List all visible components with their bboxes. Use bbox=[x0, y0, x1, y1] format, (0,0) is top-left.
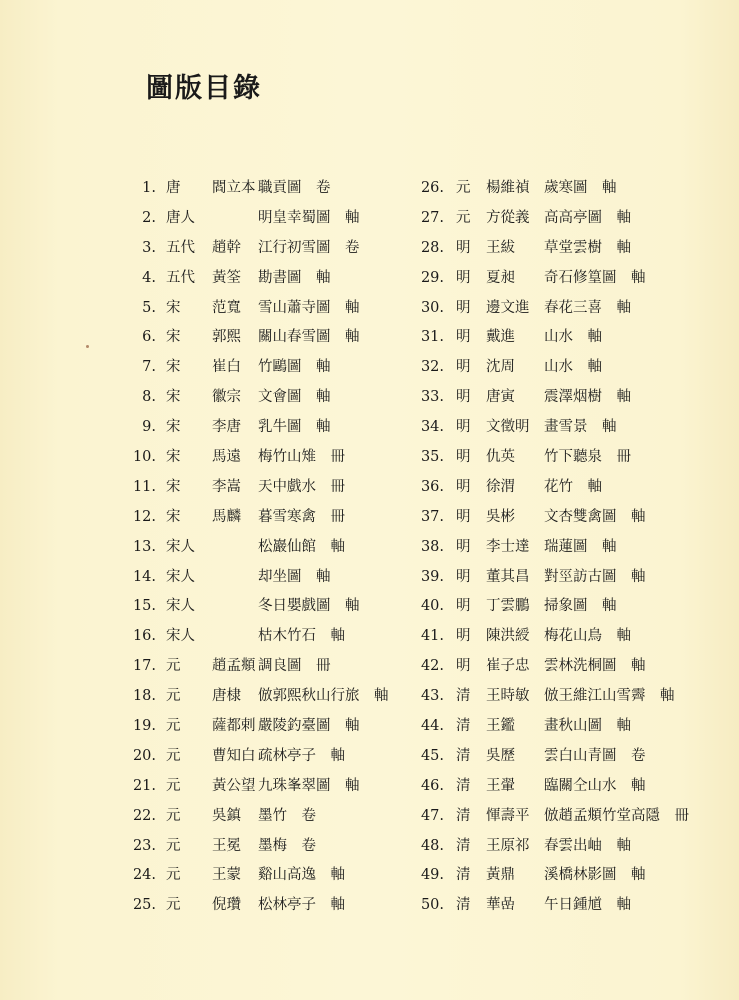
plate-artist: 李嵩 bbox=[212, 478, 241, 495]
plate-number: 31. bbox=[420, 329, 444, 346]
plate-dynasty: 清 bbox=[456, 837, 471, 854]
plate-artist: 馬遠 bbox=[212, 449, 241, 466]
plate-dynasty: 明 bbox=[456, 329, 471, 346]
plate-dynasty: 宋 bbox=[166, 389, 181, 406]
plate-dynasty: 清 bbox=[456, 718, 471, 735]
plate-number: 43. bbox=[420, 688, 444, 705]
plate-number: 10. bbox=[132, 449, 156, 466]
plate-artist: 夏昶 bbox=[486, 269, 515, 286]
plate-artist: 王紱 bbox=[486, 239, 515, 256]
plate-title: 春花三喜 軸 bbox=[544, 299, 631, 316]
plate-dynasty: 宋人 bbox=[166, 628, 195, 645]
plate-title: 却坐圖 軸 bbox=[258, 568, 331, 585]
plate-dynasty: 明 bbox=[456, 449, 471, 466]
plate-dynasty: 元 bbox=[166, 718, 181, 735]
plate-title: 墨竹 卷 bbox=[258, 807, 316, 824]
plate-title: 嚴陵釣臺圖 軸 bbox=[258, 718, 360, 735]
plate-number: 13. bbox=[132, 538, 156, 555]
plate-artist: 黃筌 bbox=[212, 269, 241, 286]
plate-title: 九珠峯翠圖 軸 bbox=[258, 777, 360, 794]
plate-artist: 吳歷 bbox=[486, 747, 515, 764]
plate-number: 30. bbox=[420, 299, 444, 316]
plate-title: 草堂雲樹 軸 bbox=[544, 239, 631, 256]
plate-title: 畫雪景 軸 bbox=[544, 419, 617, 436]
plate-title: 冬日嬰戲圖 軸 bbox=[258, 598, 360, 615]
plate-dynasty: 清 bbox=[456, 867, 471, 884]
plate-title: 暮雪寒禽 冊 bbox=[258, 508, 345, 525]
paper-spot bbox=[86, 345, 89, 348]
plate-dynasty: 元 bbox=[456, 180, 471, 196]
plate-title: 梅竹山雉 冊 bbox=[258, 449, 345, 466]
plate-number: 34. bbox=[420, 419, 444, 436]
plate-number: 22. bbox=[132, 807, 156, 824]
plate-dynasty: 明 bbox=[456, 598, 471, 615]
plate-artist: 丁雲鵬 bbox=[486, 598, 530, 615]
plate-title: 歲寒圖 軸 bbox=[544, 180, 617, 196]
plate-dynasty: 明 bbox=[456, 299, 471, 316]
plate-number: 26. bbox=[420, 180, 444, 196]
plate-title: 震澤烟樹 軸 bbox=[544, 389, 631, 406]
plate-title: 雲白山青圖 卷 bbox=[544, 747, 646, 764]
plate-number: 20. bbox=[132, 747, 156, 764]
plate-dynasty: 元 bbox=[456, 209, 471, 226]
plate-artist: 董其昌 bbox=[486, 568, 530, 585]
plate-title: 山水 軸 bbox=[544, 329, 602, 346]
plate-number: 2. bbox=[142, 209, 156, 226]
plate-number: 3. bbox=[142, 239, 156, 256]
plate-dynasty: 元 bbox=[166, 777, 181, 794]
plate-artist: 惲壽平 bbox=[486, 807, 530, 824]
plate-artist: 唐棣 bbox=[212, 688, 241, 705]
plate-title: 花竹 軸 bbox=[544, 478, 602, 495]
plate-number: 14. bbox=[132, 568, 156, 585]
plate-dynasty: 明 bbox=[456, 658, 471, 675]
plate-dynasty: 宋 bbox=[166, 508, 181, 525]
plate-number: 35. bbox=[420, 449, 444, 466]
plate-number: 42. bbox=[420, 658, 444, 675]
plate-title: 倣王維江山雪霽 軸 bbox=[544, 688, 675, 705]
plate-artist: 倪瓚 bbox=[212, 897, 241, 914]
plate-dynasty: 清 bbox=[456, 897, 471, 914]
plate-artist: 吳彬 bbox=[486, 508, 515, 525]
plate-artist: 王原祁 bbox=[486, 837, 530, 854]
plate-title: 午日鍾馗 軸 bbox=[544, 897, 631, 914]
plate-dynasty: 宋人 bbox=[166, 598, 195, 615]
plate-number: 50. bbox=[420, 897, 444, 914]
plate-number: 28. bbox=[420, 239, 444, 256]
plate-number: 8. bbox=[142, 389, 156, 406]
plate-number: 16. bbox=[132, 628, 156, 645]
plate-number: 32. bbox=[420, 359, 444, 376]
plate-artist: 吳鎮 bbox=[212, 807, 241, 824]
plate-dynasty: 明 bbox=[456, 359, 471, 376]
plate-number: 1. bbox=[142, 180, 156, 196]
plate-title: 谿山高逸 軸 bbox=[258, 867, 345, 884]
plate-title: 疏林亭子 軸 bbox=[258, 747, 345, 764]
plate-number: 11. bbox=[132, 478, 156, 495]
plate-artist: 徽宗 bbox=[212, 389, 241, 406]
plate-number: 38. bbox=[420, 538, 444, 555]
plate-number: 9. bbox=[142, 419, 156, 436]
plate-artist: 郭熙 bbox=[212, 329, 241, 346]
plate-artist: 崔子忠 bbox=[486, 658, 530, 675]
plate-title: 對巠訪古圖 軸 bbox=[544, 568, 646, 585]
plate-artist: 崔白 bbox=[212, 359, 241, 376]
plate-dynasty: 宋 bbox=[166, 419, 181, 436]
plate-number: 39. bbox=[420, 568, 444, 585]
plate-number: 27. bbox=[420, 209, 444, 226]
plate-title: 明皇幸蜀圖 軸 bbox=[258, 209, 360, 226]
plate-number: 33. bbox=[420, 389, 444, 406]
plate-title: 松巖仙館 軸 bbox=[258, 538, 345, 555]
plate-title: 畫秋山圖 軸 bbox=[544, 718, 631, 735]
plate-artist: 趙孟頫 bbox=[212, 658, 256, 675]
plate-dynasty: 明 bbox=[456, 538, 471, 555]
plate-dynasty: 宋 bbox=[166, 299, 181, 316]
plate-title: 奇石修篁圖 軸 bbox=[544, 269, 646, 286]
plate-title: 臨關仝山水 軸 bbox=[544, 777, 646, 794]
plate-number: 40. bbox=[420, 598, 444, 615]
plate-artist: 文徵明 bbox=[486, 419, 530, 436]
plate-title: 枯木竹石 軸 bbox=[258, 628, 345, 645]
plate-artist: 華嵒 bbox=[486, 897, 515, 914]
plate-number: 29. bbox=[420, 269, 444, 286]
plate-dynasty: 唐 bbox=[166, 180, 181, 196]
plate-dynasty: 清 bbox=[456, 807, 471, 824]
plate-number: 4. bbox=[142, 269, 156, 286]
plate-title: 竹鷗圖 軸 bbox=[258, 359, 331, 376]
plate-number: 23. bbox=[132, 837, 156, 854]
plate-artist: 戴進 bbox=[486, 329, 515, 346]
plate-number: 18. bbox=[132, 688, 156, 705]
plate-number: 17. bbox=[132, 658, 156, 675]
plate-dynasty: 元 bbox=[166, 837, 181, 854]
plate-number: 36. bbox=[420, 478, 444, 495]
plate-dynasty: 明 bbox=[456, 478, 471, 495]
plate-title: 山水 軸 bbox=[544, 359, 602, 376]
plate-dynasty: 宋人 bbox=[166, 538, 195, 555]
plate-dynasty: 宋 bbox=[166, 449, 181, 466]
plate-title: 春雲出岫 軸 bbox=[544, 837, 631, 854]
plate-number: 46. bbox=[420, 777, 444, 794]
plate-number: 12. bbox=[132, 508, 156, 525]
plate-title: 松林亭子 軸 bbox=[258, 897, 345, 914]
plate-dynasty: 五代 bbox=[166, 239, 195, 256]
plate-artist: 方從義 bbox=[486, 209, 530, 226]
plate-title: 溪橋林影圖 軸 bbox=[544, 867, 646, 884]
plate-number: 21. bbox=[132, 777, 156, 794]
plate-number: 25. bbox=[132, 897, 156, 914]
plate-number: 15. bbox=[132, 598, 156, 615]
plate-artist: 李唐 bbox=[212, 419, 241, 436]
plate-dynasty: 五代 bbox=[166, 269, 195, 286]
plate-artist: 薩都剌 bbox=[212, 718, 256, 735]
plate-title: 高高亭圖 軸 bbox=[544, 209, 631, 226]
plate-title: 掃象圖 軸 bbox=[544, 598, 617, 615]
plate-artist: 李士達 bbox=[486, 538, 530, 555]
plate-dynasty: 宋人 bbox=[166, 568, 195, 585]
plate-title: 墨梅 卷 bbox=[258, 837, 316, 854]
plate-artist: 陳洪綬 bbox=[486, 628, 530, 645]
plate-number: 49. bbox=[420, 867, 444, 884]
plate-dynasty: 元 bbox=[166, 897, 181, 914]
plate-dynasty: 明 bbox=[456, 269, 471, 286]
plate-title: 梅花山鳥 軸 bbox=[544, 628, 631, 645]
plate-title: 乳牛圖 軸 bbox=[258, 419, 331, 436]
plate-title: 雪山蕭寺圖 軸 bbox=[258, 299, 360, 316]
plate-number: 24. bbox=[132, 867, 156, 884]
plate-artist: 唐寅 bbox=[486, 389, 515, 406]
plate-dynasty: 明 bbox=[456, 508, 471, 525]
plate-artist: 王時敏 bbox=[486, 688, 530, 705]
plate-dynasty: 元 bbox=[166, 747, 181, 764]
plate-title: 關山春雪圖 軸 bbox=[258, 329, 360, 346]
plate-title: 雲林洗桐圖 軸 bbox=[544, 658, 646, 675]
plate-artist: 馬麟 bbox=[212, 508, 241, 525]
plate-title: 勘書圖 軸 bbox=[258, 269, 331, 286]
plate-artist: 邊文進 bbox=[486, 299, 530, 316]
plate-dynasty: 清 bbox=[456, 747, 471, 764]
plate-number: 41. bbox=[420, 628, 444, 645]
plate-number: 37. bbox=[420, 508, 444, 525]
plate-dynasty: 元 bbox=[166, 658, 181, 675]
plate-artist: 范寬 bbox=[212, 299, 241, 316]
plate-title: 文杏雙禽圖 軸 bbox=[544, 508, 646, 525]
plate-number: 44. bbox=[420, 718, 444, 735]
plate-title: 文會圖 軸 bbox=[258, 389, 331, 406]
plate-title: 倣郭熙秋山行旅 軸 bbox=[258, 688, 389, 705]
plate-number: 5. bbox=[142, 299, 156, 316]
plate-dynasty: 清 bbox=[456, 688, 471, 705]
plate-dynasty: 元 bbox=[166, 807, 181, 824]
plate-title: 天中戲水 冊 bbox=[258, 478, 345, 495]
plate-artist: 黃公望 bbox=[212, 777, 256, 794]
plate-dynasty: 明 bbox=[456, 628, 471, 645]
plate-dynasty: 宋 bbox=[166, 478, 181, 495]
plate-dynasty: 明 bbox=[456, 568, 471, 585]
plate-number: 45. bbox=[420, 747, 444, 764]
plate-dynasty: 明 bbox=[456, 419, 471, 436]
plate-artist: 王蒙 bbox=[212, 867, 241, 884]
plate-title: 調良圖 冊 bbox=[258, 658, 331, 675]
plate-artist: 黃鼎 bbox=[486, 867, 515, 884]
plate-artist: 徐渭 bbox=[486, 478, 515, 495]
plate-dynasty: 宋 bbox=[166, 329, 181, 346]
plate-number: 7. bbox=[142, 359, 156, 376]
plate-artist: 王鑑 bbox=[486, 718, 515, 735]
plate-artist: 沈周 bbox=[486, 359, 515, 376]
plate-title: 江行初雪圖 卷 bbox=[258, 239, 360, 256]
plate-artist: 閻立本 bbox=[212, 180, 256, 196]
plate-dynasty: 明 bbox=[456, 239, 471, 256]
plate-dynasty: 清 bbox=[456, 777, 471, 794]
plate-number: 47. bbox=[420, 807, 444, 824]
plate-artist: 曹知白 bbox=[212, 747, 256, 764]
plate-dynasty: 元 bbox=[166, 688, 181, 705]
plate-dynasty: 明 bbox=[456, 389, 471, 406]
plate-artist: 王翬 bbox=[486, 777, 515, 794]
plate-dynasty: 宋 bbox=[166, 359, 181, 376]
plate-artist: 趙幹 bbox=[212, 239, 241, 256]
plate-artist: 楊維禎 bbox=[486, 180, 530, 196]
plate-artist: 仇英 bbox=[486, 449, 515, 466]
plate-title: 職貢圖 卷 bbox=[258, 180, 331, 196]
plate-number: 19. bbox=[132, 718, 156, 735]
plate-artist: 王冕 bbox=[212, 837, 241, 854]
plate-number: 6. bbox=[142, 329, 156, 346]
plate-dynasty: 唐人 bbox=[166, 209, 195, 226]
plate-title: 倣趙孟頫竹堂高隱 冊 bbox=[544, 807, 689, 824]
plate-title: 瑞蓮圖 軸 bbox=[544, 538, 617, 555]
page-title: 圖版目錄 bbox=[146, 73, 262, 104]
plate-dynasty: 元 bbox=[166, 867, 181, 884]
plate-title: 竹下聽泉 冊 bbox=[544, 449, 631, 466]
plate-number: 48. bbox=[420, 837, 444, 854]
